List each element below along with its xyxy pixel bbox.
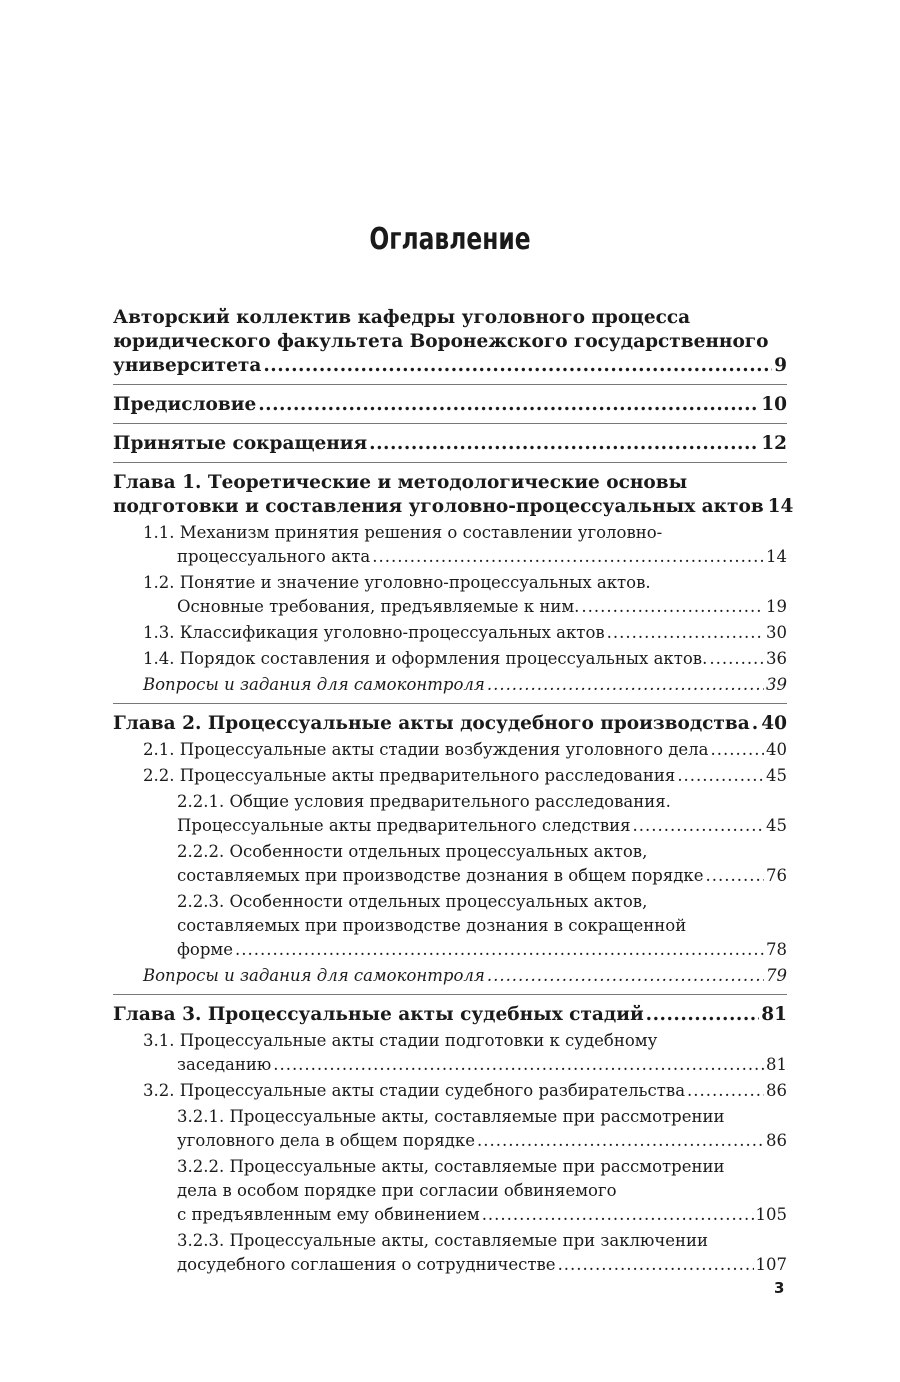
section-divider — [113, 462, 787, 463]
toc-page-number: 40 — [766, 740, 787, 759]
dot-leader — [752, 712, 760, 736]
toc-entry-text: 3.1. Процессуальные акты стадии подготовки к судебному — [143, 1031, 658, 1050]
toc-entry-text: 1.1. Механизм принятия решения о составлении уголовно- — [143, 523, 663, 542]
toc-entry — [113, 432, 787, 456]
toc-entry — [113, 306, 787, 378]
toc-page-number: 81 — [761, 1004, 787, 1025]
section-divider — [113, 703, 787, 704]
toc-page-number: 81 — [766, 1055, 787, 1074]
dot-leader — [581, 595, 764, 619]
toc-page-number: 9 — [774, 355, 787, 376]
dot-leader — [687, 1079, 764, 1103]
dot-leader — [709, 647, 764, 671]
toc-page-number: 45 — [766, 766, 787, 785]
toc-entry-text: Вопросы и задания для самоконтроля — [143, 675, 485, 694]
toc-entry-text: Глава 2. Процессуальные акты досудебного производства — [113, 713, 750, 734]
toc-entry — [113, 1155, 787, 1227]
toc-entry-text: составляемых при производстве дознания в сокращенной — [177, 916, 687, 935]
dot-leader — [263, 354, 772, 378]
toc-page-number: 79 — [766, 966, 787, 985]
dot-leader — [558, 1253, 754, 1277]
dot-leader — [633, 814, 764, 838]
toc-entry-text: процессуального акта — [177, 547, 371, 566]
toc-entry — [113, 471, 794, 519]
toc-entry — [113, 1029, 787, 1077]
section-divider — [113, 994, 787, 995]
dot-leader — [372, 545, 764, 569]
toc-entry-text: 1.3. Классификация уголовно-процессуальных актов — [143, 623, 605, 642]
toc-entry-text: Принятые сокращения — [113, 433, 368, 454]
toc-entry-text: юридического факультета Воронежского государственного — [113, 331, 769, 352]
dot-leader — [487, 964, 764, 988]
dot-leader — [607, 621, 764, 645]
dot-leader — [258, 393, 759, 417]
toc-page-number: 78 — [766, 940, 787, 959]
toc-entry-text: Основные требования, предъявляемые к ним. — [177, 597, 580, 616]
dot-leader — [711, 738, 765, 762]
toc-entry-text: 3.2.1. Процессуальные акты, составляемые при рассмотрении — [177, 1107, 725, 1126]
toc-entry — [113, 621, 787, 645]
toc-entry — [113, 521, 787, 569]
toc-page-number: 86 — [766, 1131, 787, 1150]
toc-entry — [113, 964, 787, 988]
toc-entry — [113, 764, 787, 788]
toc-entry — [113, 890, 787, 962]
toc-entry — [113, 1079, 787, 1103]
toc-page-number: 39 — [766, 675, 787, 694]
toc-entry — [113, 1229, 787, 1277]
dot-leader — [482, 1203, 754, 1227]
dot-leader — [487, 673, 764, 697]
toc-page-number: 76 — [766, 866, 787, 885]
toc-entry — [113, 571, 787, 619]
dot-leader — [646, 1003, 760, 1027]
page-number: 3 — [774, 1279, 785, 1297]
section-divider — [113, 423, 787, 424]
toc-entry-text: форме — [177, 940, 234, 959]
toc-page-number: 45 — [766, 816, 787, 835]
toc-entry-text: 2.1. Процессуальные акты стадии возбуждения уголовного дела — [143, 740, 709, 759]
toc-entry-text: уголовного дела в общем порядке — [177, 1131, 475, 1150]
toc-page-number: 10 — [761, 394, 787, 415]
toc-entry — [113, 1105, 787, 1153]
dot-leader — [273, 1053, 764, 1077]
table-of-contents — [113, 306, 794, 1279]
section-divider — [113, 384, 787, 385]
toc-page-number: 14 — [766, 547, 787, 566]
dot-leader — [706, 864, 765, 888]
toc-entry — [113, 738, 787, 762]
toc-entry-text: заседанию — [177, 1055, 272, 1074]
toc-page-number: 36 — [766, 649, 787, 668]
toc-entry-text: 2.2.3. Особенности отдельных процессуальных актов, — [177, 892, 648, 911]
toc-entry — [113, 1003, 787, 1027]
toc-page-number: 107 — [755, 1255, 787, 1274]
dot-leader — [477, 1129, 764, 1153]
toc-entry-text: досудебного соглашения о сотрудничестве — [177, 1255, 556, 1274]
dot-leader — [235, 938, 764, 962]
toc-entry-text: 2.2.1. Общие условия предварительного расследования. — [177, 792, 671, 811]
toc-entry-text: с предъявленным ему обвинением — [177, 1205, 480, 1224]
dot-leader — [369, 432, 759, 456]
toc-entry-text: составляемых при производстве дознания в общем порядке — [177, 866, 704, 885]
toc-entry-text: Вопросы и задания для самоконтроля — [143, 966, 485, 985]
toc-entry — [113, 393, 787, 417]
toc-entry — [113, 790, 787, 838]
toc-entry-text: университета — [113, 355, 262, 376]
toc-entry — [113, 840, 787, 888]
toc-entry-text: 3.2.3. Процессуальные акты, составляемые при заключении — [177, 1231, 709, 1250]
toc-page-number: 30 — [766, 623, 787, 642]
toc-entry-text: Предисловие — [113, 394, 257, 415]
toc-entry-text: Авторский коллектив кафедры уголовного процесса — [113, 307, 691, 328]
toc-entry-text: Глава 3. Процессуальные акты судебных стадий — [113, 1004, 644, 1025]
toc-entry-text: 3.2. Процессуальные акты стадии судебного разбирательства — [143, 1081, 686, 1100]
toc-entry — [113, 647, 787, 671]
toc-entry-text: 3.2.2. Процессуальные акты, составляемые при рассмотрении — [177, 1157, 725, 1176]
toc-page-number: 12 — [761, 433, 787, 454]
toc-page-number: 40 — [761, 713, 787, 734]
toc-page-number: 105 — [755, 1205, 787, 1224]
toc-page-number: 14 — [767, 496, 794, 517]
toc-entry-text: Процессуальные акты предварительного следствия — [177, 816, 631, 835]
toc-entry — [113, 712, 787, 736]
toc-entry-text: Глава 1. Теоретические и методологические основы — [113, 472, 688, 493]
toc-entry-text: дела в особом порядке при согласии обвиняемого — [177, 1181, 617, 1200]
toc-entry-text: 1.4. Порядок составления и оформления процессуальных актов. — [143, 649, 708, 668]
toc-entry — [113, 673, 787, 697]
toc-entry-text: 2.2.2. Особенности отдельных процессуальных актов, — [177, 842, 648, 861]
dot-leader — [677, 764, 764, 788]
toc-entry-text: подготовки и составления уголовно-процессуальных актов — [113, 496, 764, 517]
toc-entry-text: 2.2. Процессуальные акты предварительного расследования — [143, 766, 676, 785]
toc-page-number: 86 — [766, 1081, 787, 1100]
toc-entry-text: 1.2. Понятие и значение уголовно-процессуальных актов. — [143, 573, 651, 592]
page-title: Оглавление — [369, 222, 531, 257]
toc-page-number: 19 — [766, 597, 787, 616]
